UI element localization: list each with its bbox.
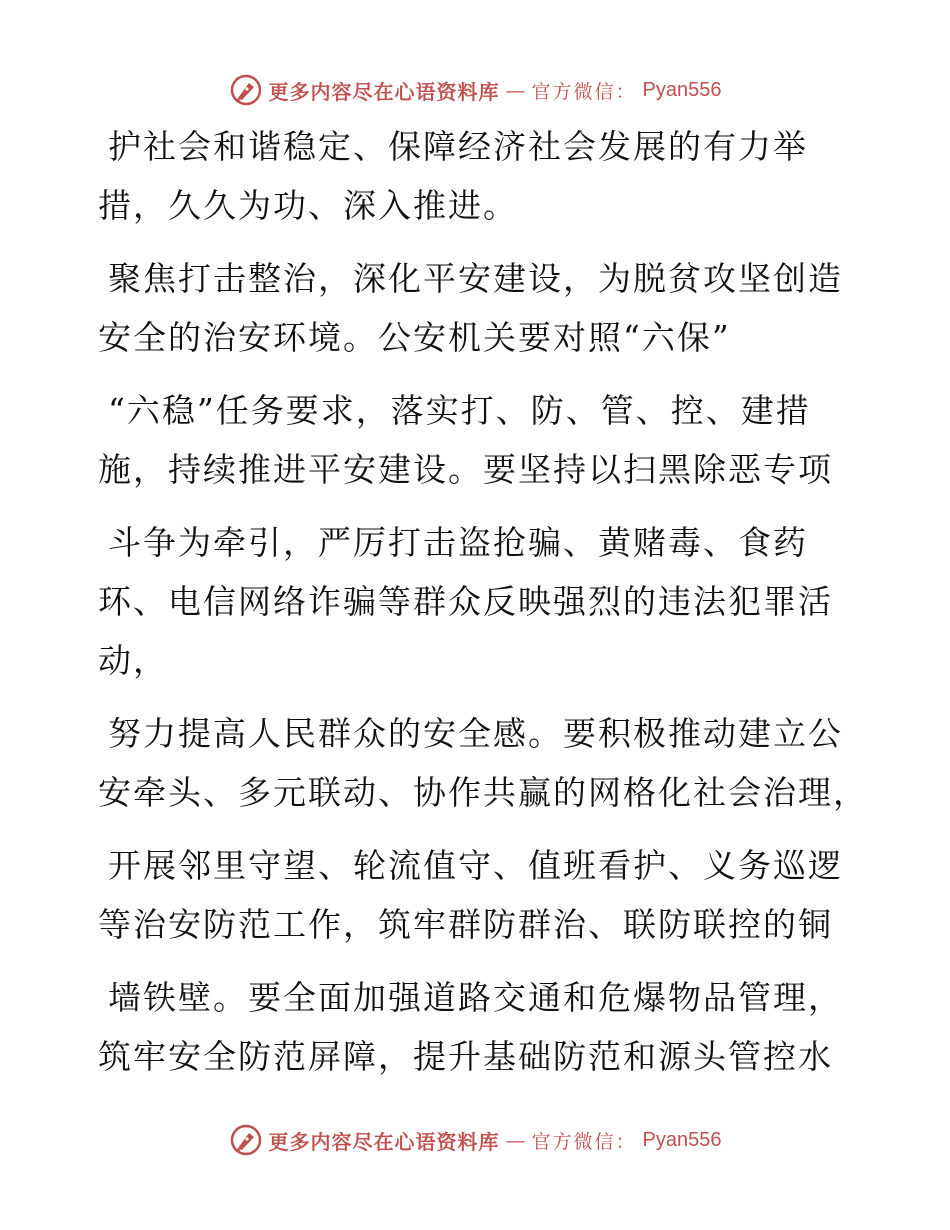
header-watermark <box>0 70 950 110</box>
watermark-wechat-id: Pyan556 <box>642 78 722 101</box>
text-line: 安全的治安环境。公安机关要对照“六保” <box>98 318 731 357</box>
text-line: 安牵头、多元联动、协作共赢的网格化社会治理， <box>98 773 868 812</box>
watermark-dash: — <box>505 78 526 102</box>
text-line: 环、电信网络诈骗等群众反映强烈的违法犯罪活 <box>98 582 833 621</box>
text-line: 努力提高人民群众的安全感。要积极推动建立公 <box>108 714 843 753</box>
pen-nib-circle-icon <box>229 73 263 107</box>
text-line: 措，久久为功、深入推进。 <box>98 186 518 225</box>
footer-watermark <box>0 1120 950 1160</box>
text-line: “六稳”任务要求，落实打、防、管、控、建措 <box>108 391 811 430</box>
text-line: 动， <box>98 641 168 680</box>
text-line: 墙铁壁。要全面加强道路交通和危爆物品管理， <box>108 978 843 1017</box>
watermark-wechat-id: Pyan556 <box>642 1128 722 1151</box>
text-line: 开展邻里守望、轮流值守、值班看护、义务巡逻 <box>108 846 843 885</box>
text-line: 斗争为牵引，严厉打击盗抢骗、黄赌毒、食药 <box>108 523 808 562</box>
watermark-brand-text: 更多内容尽在心语资料库 <box>268 79 500 104</box>
text-line: 聚焦打击整治，深化平安建设，为脱贫攻坚创造 <box>108 259 843 298</box>
watermark-official-label: 官方微信： <box>531 1130 637 1153</box>
text-line: 施，持续推进平安建设。要坚持以扫黑除恶专项 <box>98 450 833 489</box>
pen-nib-circle-icon <box>229 1123 263 1157</box>
watermark-official-label: 官方微信： <box>531 80 637 103</box>
watermark-brand-text: 更多内容尽在心语资料库 <box>268 1129 500 1154</box>
text-line: 护社会和谐稳定、保障经济社会发展的有力举 <box>108 127 808 166</box>
text-line: 筑牢安全防范屏障，提升基础防范和源头管控水 <box>98 1037 833 1076</box>
text-line: 等治安防范工作，筑牢群防群治、联防联控的铜 <box>98 905 833 944</box>
watermark-dash: — <box>505 1128 526 1152</box>
